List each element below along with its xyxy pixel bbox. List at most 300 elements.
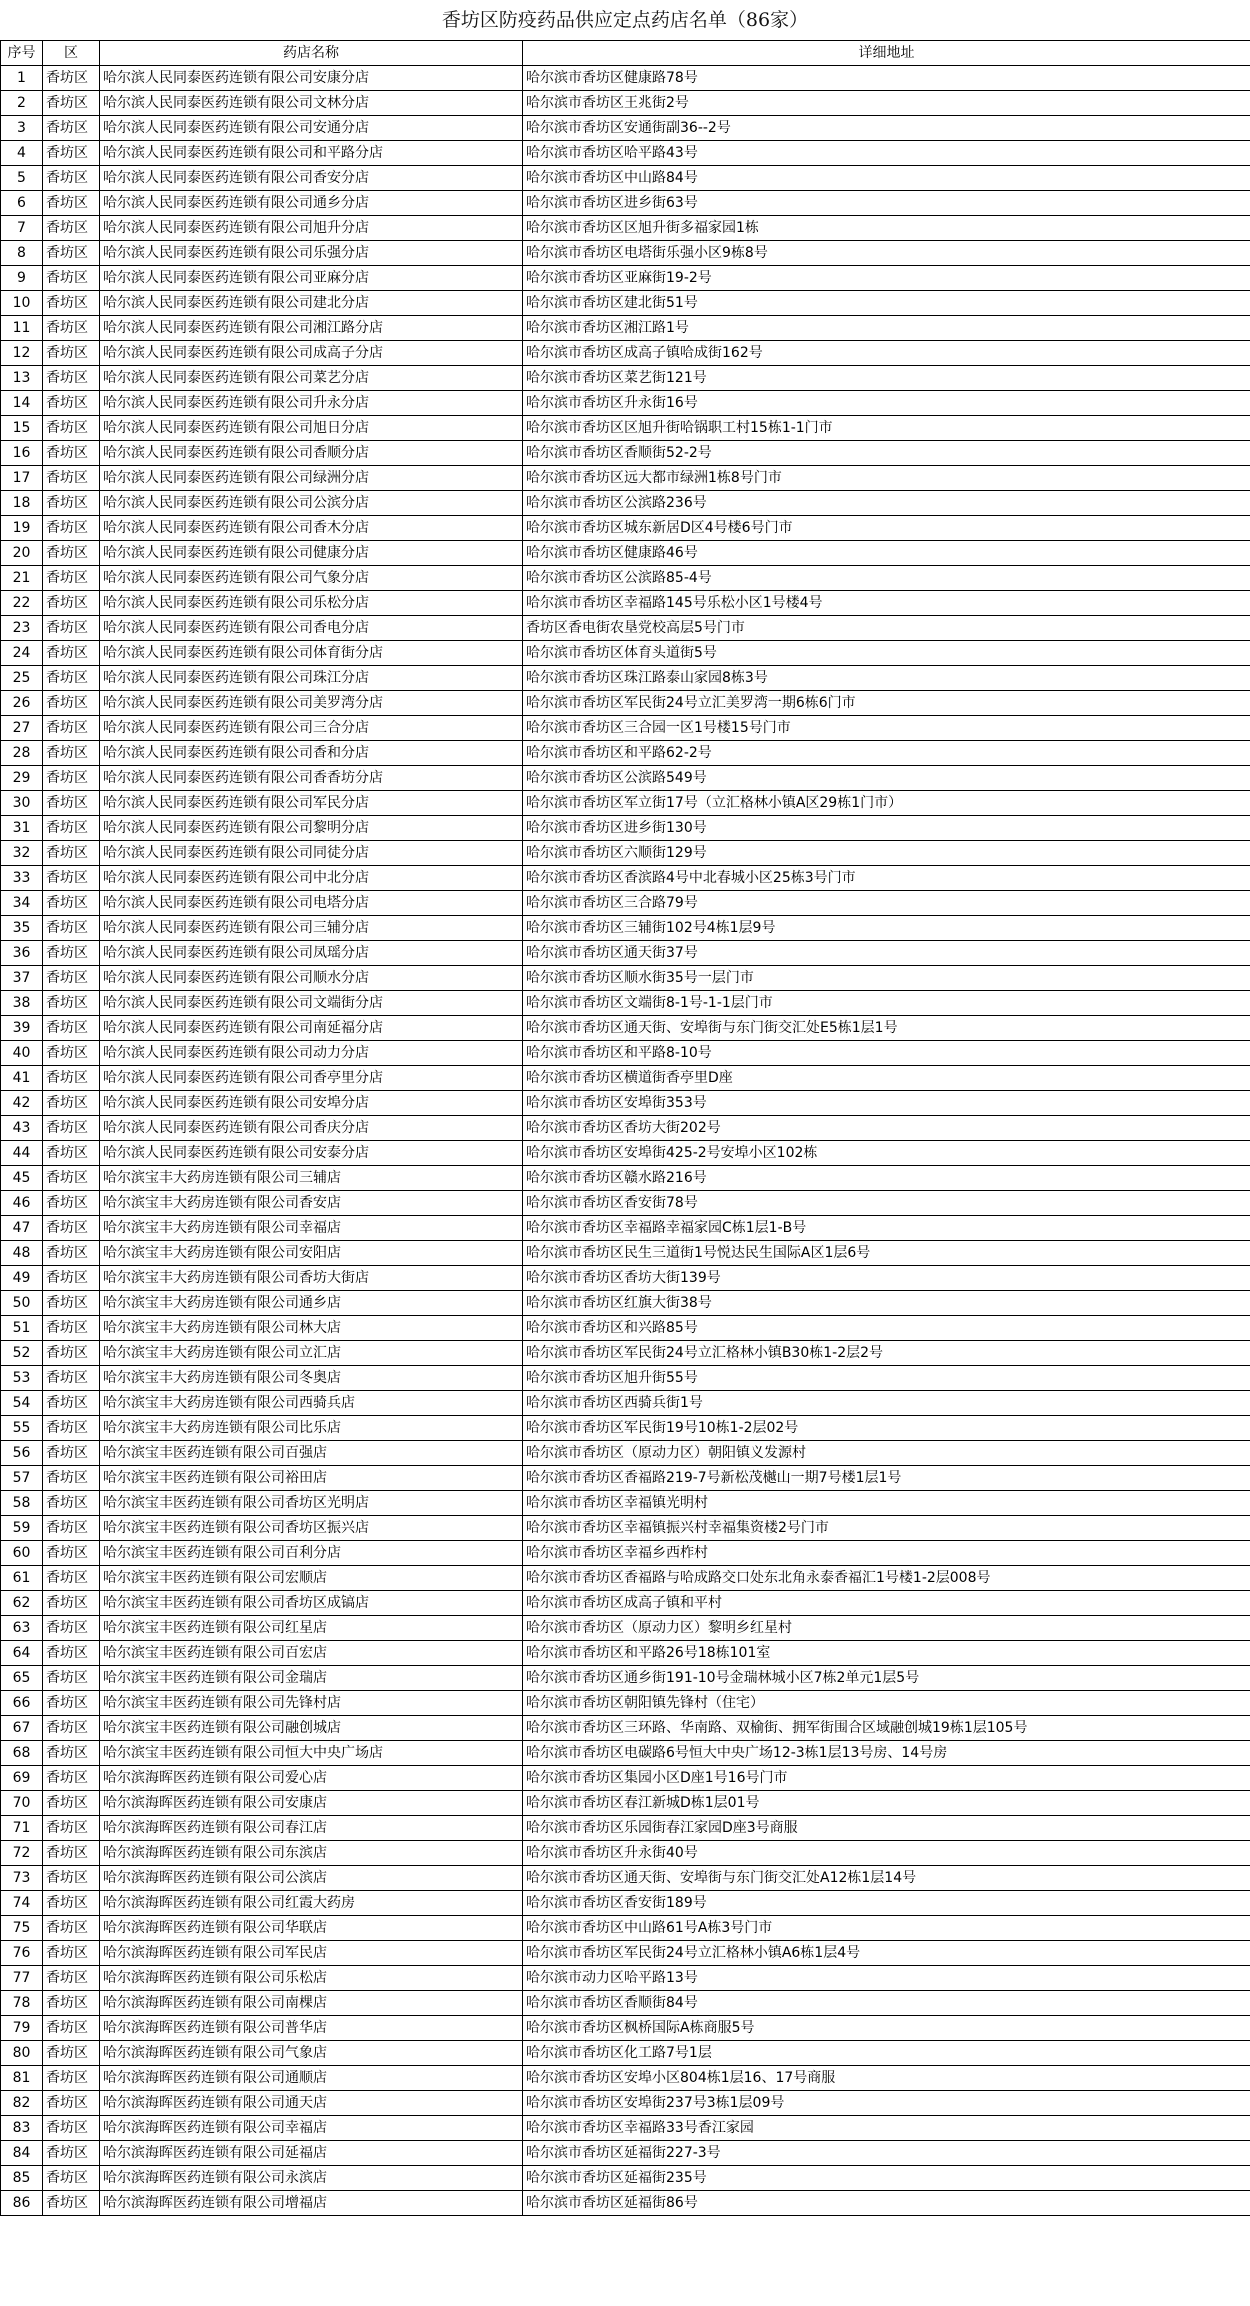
row-number: 73 <box>1 1866 43 1891</box>
pharmacy-name-cell: 哈尔滨人民同泰医药连锁有限公司成高子分店 <box>100 341 523 366</box>
row-number: 42 <box>1 1091 43 1116</box>
district-cell: 香坊区 <box>43 1891 100 1916</box>
row-number: 17 <box>1 466 43 491</box>
row-number: 39 <box>1 1016 43 1041</box>
address-cell: 哈尔滨市香坊区体育头道街5号 <box>523 641 1250 666</box>
address-cell: 哈尔滨市香坊区公滨路549号 <box>523 766 1250 791</box>
row-number: 68 <box>1 1741 43 1766</box>
row-number: 55 <box>1 1416 43 1441</box>
header-row <box>1 41 1250 66</box>
address-cell: 哈尔滨市香坊区朝阳镇先锋村（住宅） <box>523 1691 1250 1716</box>
district-cell: 香坊区 <box>43 1041 100 1066</box>
table-row <box>1 1066 1250 1091</box>
row-number: 22 <box>1 591 43 616</box>
pharmacy-name-cell: 哈尔滨宝丰医药连锁有限公司红星店 <box>100 1616 523 1641</box>
table-row <box>1 1841 1250 1866</box>
district-cell: 香坊区 <box>43 1616 100 1641</box>
address-cell: 哈尔滨市香坊区民生三道街1号悦达民生国际A区1层6号 <box>523 1241 1250 1266</box>
address-cell: 哈尔滨市香坊区幸福镇光明村 <box>523 1491 1250 1516</box>
table-row <box>1 2016 1250 2041</box>
table-row <box>1 416 1250 441</box>
table-row <box>1 66 1250 91</box>
row-number: 82 <box>1 2091 43 2116</box>
pharmacy-name-cell: 哈尔滨海晖医药连锁有限公司延福店 <box>100 2141 523 2166</box>
row-number: 20 <box>1 541 43 566</box>
table-row <box>1 641 1250 666</box>
table-body <box>1 66 1250 2216</box>
table-row <box>1 1441 1250 1466</box>
row-number: 31 <box>1 816 43 841</box>
row-number: 2 <box>1 91 43 116</box>
district-cell: 香坊区 <box>43 641 100 666</box>
pharmacy-name-cell: 哈尔滨宝丰大药房连锁有限公司幸福店 <box>100 1216 523 1241</box>
row-number: 10 <box>1 291 43 316</box>
table-row <box>1 2116 1250 2141</box>
table-header <box>1 41 1250 66</box>
address-cell: 哈尔滨市香坊区通天街、安埠街与东门街交汇处E5栋1层1号 <box>523 1016 1250 1041</box>
table-row <box>1 541 1250 566</box>
table-row <box>1 1716 1250 1741</box>
row-number: 51 <box>1 1316 43 1341</box>
header-district: 区 <box>43 41 100 66</box>
pharmacy-name-cell: 哈尔滨海晖医药连锁有限公司南棵店 <box>100 1991 523 2016</box>
address-cell: 哈尔滨市香坊区和平路8-10号 <box>523 1041 1250 1066</box>
row-number: 78 <box>1 1991 43 2016</box>
district-cell: 香坊区 <box>43 1266 100 1291</box>
pharmacy-name-cell: 哈尔滨宝丰医药连锁有限公司百宏店 <box>100 1641 523 1666</box>
address-cell: 哈尔滨市香坊区枫桥国际A栋商服5号 <box>523 2016 1250 2041</box>
table-row <box>1 1466 1250 1491</box>
table-row <box>1 891 1250 916</box>
address-cell: 哈尔滨市香坊区升永街16号 <box>523 391 1250 416</box>
pharmacy-name-cell: 哈尔滨海晖医药连锁有限公司安康店 <box>100 1791 523 1816</box>
table-row <box>1 316 1250 341</box>
district-cell: 香坊区 <box>43 516 100 541</box>
pharmacy-name-cell: 哈尔滨宝丰医药连锁有限公司香坊区光明店 <box>100 1491 523 1516</box>
address-cell: 哈尔滨市香坊区和平路26号18栋101室 <box>523 1641 1250 1666</box>
district-cell: 香坊区 <box>43 1391 100 1416</box>
district-cell: 香坊区 <box>43 1366 100 1391</box>
district-cell: 香坊区 <box>43 1591 100 1616</box>
pharmacy-name-cell: 哈尔滨人民同泰医药连锁有限公司香香坊分店 <box>100 766 523 791</box>
table-row <box>1 1041 1250 1066</box>
pharmacy-name-cell: 哈尔滨人民同泰医药连锁有限公司乐松分店 <box>100 591 523 616</box>
district-cell: 香坊区 <box>43 391 100 416</box>
row-number: 4 <box>1 141 43 166</box>
table-row <box>1 391 1250 416</box>
address-cell: 哈尔滨市香坊区公滨路85-4号 <box>523 566 1250 591</box>
table-row <box>1 1541 1250 1566</box>
address-cell: 哈尔滨市香坊区六顺街129号 <box>523 841 1250 866</box>
address-cell: 哈尔滨市香坊区王兆街2号 <box>523 91 1250 116</box>
address-cell: 哈尔滨市香坊区中山路84号 <box>523 166 1250 191</box>
district-cell: 香坊区 <box>43 541 100 566</box>
district-cell: 香坊区 <box>43 666 100 691</box>
district-cell: 香坊区 <box>43 91 100 116</box>
district-cell: 香坊区 <box>43 816 100 841</box>
row-number: 37 <box>1 966 43 991</box>
table-row <box>1 741 1250 766</box>
district-cell: 香坊区 <box>43 2016 100 2041</box>
pharmacy-name-cell: 哈尔滨海晖医药连锁有限公司普华店 <box>100 2016 523 2041</box>
table-row <box>1 1791 1250 1816</box>
pharmacy-name-cell: 哈尔滨宝丰大药房连锁有限公司三辅店 <box>100 1166 523 1191</box>
pharmacy-name-cell: 哈尔滨人民同泰医药连锁有限公司香木分店 <box>100 516 523 541</box>
address-cell: 哈尔滨市香坊区公滨路236号 <box>523 491 1250 516</box>
row-number: 49 <box>1 1266 43 1291</box>
district-cell: 香坊区 <box>43 1016 100 1041</box>
district-cell: 香坊区 <box>43 2116 100 2141</box>
pharmacy-name-cell: 哈尔滨人民同泰医药连锁有限公司电塔分店 <box>100 891 523 916</box>
row-number: 40 <box>1 1041 43 1066</box>
address-cell: 哈尔滨市香坊区珠江路泰山家园8栋3号 <box>523 666 1250 691</box>
district-cell: 香坊区 <box>43 1791 100 1816</box>
row-number: 61 <box>1 1566 43 1591</box>
district-cell: 香坊区 <box>43 1941 100 1966</box>
district-cell: 香坊区 <box>43 2141 100 2166</box>
district-cell: 香坊区 <box>43 1291 100 1316</box>
row-number: 84 <box>1 2141 43 2166</box>
row-number: 7 <box>1 216 43 241</box>
table-row <box>1 1616 1250 1641</box>
row-number: 71 <box>1 1816 43 1841</box>
row-number: 46 <box>1 1191 43 1216</box>
district-cell: 香坊区 <box>43 491 100 516</box>
district-cell: 香坊区 <box>43 1841 100 1866</box>
table-row <box>1 2191 1250 2216</box>
district-cell: 香坊区 <box>43 1316 100 1341</box>
address-cell: 哈尔滨市香坊区延福街235号 <box>523 2166 1250 2191</box>
row-number: 65 <box>1 1666 43 1691</box>
district-cell: 香坊区 <box>43 1766 100 1791</box>
row-number: 15 <box>1 416 43 441</box>
table-row <box>1 1591 1250 1616</box>
district-cell: 香坊区 <box>43 866 100 891</box>
address-cell: 哈尔滨市香坊区香坊大街202号 <box>523 1116 1250 1141</box>
address-cell: 哈尔滨市香坊区幸福路33号香江家园 <box>523 2116 1250 2141</box>
address-cell: 哈尔滨市香坊区进乡街130号 <box>523 816 1250 841</box>
table-row <box>1 2041 1250 2066</box>
pharmacy-name-cell: 哈尔滨海晖医药连锁有限公司红霞大药房 <box>100 1891 523 1916</box>
row-number: 59 <box>1 1516 43 1541</box>
pharmacy-name-cell: 哈尔滨人民同泰医药连锁有限公司湘江路分店 <box>100 316 523 341</box>
row-number: 16 <box>1 441 43 466</box>
district-cell: 香坊区 <box>43 1116 100 1141</box>
address-cell: 哈尔滨市香坊区（原动力区）黎明乡红星村 <box>523 1616 1250 1641</box>
pharmacy-name-cell: 哈尔滨人民同泰医药连锁有限公司安泰分店 <box>100 1141 523 1166</box>
row-number: 74 <box>1 1891 43 1916</box>
pharmacy-name-cell: 哈尔滨人民同泰医药连锁有限公司顺水分店 <box>100 966 523 991</box>
table-row <box>1 291 1250 316</box>
district-cell: 香坊区 <box>43 566 100 591</box>
table-row <box>1 1316 1250 1341</box>
table-row <box>1 566 1250 591</box>
row-number: 72 <box>1 1841 43 1866</box>
table-row <box>1 1391 1250 1416</box>
pharmacy-name-cell: 哈尔滨人民同泰医药连锁有限公司香顺分店 <box>100 441 523 466</box>
district-cell: 香坊区 <box>43 241 100 266</box>
address-cell: 哈尔滨市香坊区健康路46号 <box>523 541 1250 566</box>
address-cell: 香坊区香电街农垦党校高层5号门市 <box>523 616 1250 641</box>
table-row <box>1 1816 1250 1841</box>
address-cell: 哈尔滨市香坊区延福街227-3号 <box>523 2141 1250 2166</box>
row-number: 81 <box>1 2066 43 2091</box>
address-cell: 哈尔滨市香坊区远大都市绿洲1栋8号门市 <box>523 466 1250 491</box>
address-cell: 哈尔滨市香坊区幸福乡西柞村 <box>523 1541 1250 1566</box>
district-cell: 香坊区 <box>43 591 100 616</box>
row-number: 30 <box>1 791 43 816</box>
pharmacy-name-cell: 哈尔滨人民同泰医药连锁有限公司凤瑶分店 <box>100 941 523 966</box>
table-row <box>1 91 1250 116</box>
pharmacy-name-cell: 哈尔滨宝丰大药房连锁有限公司西骑兵店 <box>100 1391 523 1416</box>
table-row <box>1 191 1250 216</box>
district-cell: 香坊区 <box>43 1241 100 1266</box>
address-cell: 哈尔滨市香坊区中山路61号A栋3号门市 <box>523 1916 1250 1941</box>
table-row <box>1 1091 1250 1116</box>
row-number: 34 <box>1 891 43 916</box>
pharmacy-name-cell: 哈尔滨人民同泰医药连锁有限公司文端街分店 <box>100 991 523 1016</box>
address-cell: 哈尔滨市香坊区进乡街63号 <box>523 191 1250 216</box>
district-cell: 香坊区 <box>43 1516 100 1541</box>
row-number: 6 <box>1 191 43 216</box>
pharmacy-name-cell: 哈尔滨人民同泰医药连锁有限公司公滨分店 <box>100 491 523 516</box>
address-cell: 哈尔滨市香坊区香坊大街139号 <box>523 1266 1250 1291</box>
table-row <box>1 1666 1250 1691</box>
district-cell: 香坊区 <box>43 1491 100 1516</box>
row-number: 43 <box>1 1116 43 1141</box>
row-number: 64 <box>1 1641 43 1666</box>
address-cell: 哈尔滨市香坊区电塔街乐强小区9栋8号 <box>523 241 1250 266</box>
table-row <box>1 1341 1250 1366</box>
address-cell: 哈尔滨市香坊区通天街、安埠街与东门街交汇处A12栋1层14号 <box>523 1866 1250 1891</box>
table-row <box>1 216 1250 241</box>
district-cell: 香坊区 <box>43 991 100 1016</box>
pharmacy-name-cell: 哈尔滨人民同泰医药连锁有限公司安埠分店 <box>100 1091 523 1116</box>
row-number: 86 <box>1 2191 43 2216</box>
district-cell: 香坊区 <box>43 316 100 341</box>
row-number: 8 <box>1 241 43 266</box>
address-cell: 哈尔滨市香坊区三合路79号 <box>523 891 1250 916</box>
header-pharmacy-name: 药店名称 <box>100 41 523 66</box>
pharmacy-name-cell: 哈尔滨宝丰医药连锁有限公司宏顺店 <box>100 1566 523 1591</box>
row-number: 29 <box>1 766 43 791</box>
district-cell: 香坊区 <box>43 441 100 466</box>
row-number: 24 <box>1 641 43 666</box>
district-cell: 香坊区 <box>43 791 100 816</box>
row-number: 12 <box>1 341 43 366</box>
district-cell: 香坊区 <box>43 1416 100 1441</box>
row-number: 60 <box>1 1541 43 1566</box>
district-cell: 香坊区 <box>43 191 100 216</box>
pharmacy-name-cell: 哈尔滨人民同泰医药连锁有限公司和平路分店 <box>100 141 523 166</box>
pharmacy-name-cell: 哈尔滨宝丰大药房连锁有限公司香坊大街店 <box>100 1266 523 1291</box>
table-row <box>1 2066 1250 2091</box>
address-cell: 哈尔滨市香坊区和平路62-2号 <box>523 741 1250 766</box>
district-cell: 香坊区 <box>43 466 100 491</box>
pharmacy-name-cell: 哈尔滨人民同泰医药连锁有限公司香庆分店 <box>100 1116 523 1141</box>
address-cell: 哈尔滨市香坊区春江新城D栋1层01号 <box>523 1791 1250 1816</box>
address-cell: 哈尔滨市香坊区军民街24号立汇格林小镇B30栋1-2层2号 <box>523 1341 1250 1366</box>
row-number: 77 <box>1 1966 43 1991</box>
row-number: 85 <box>1 2166 43 2191</box>
address-cell: 哈尔滨市香坊区延福街86号 <box>523 2191 1250 2216</box>
pharmacy-name-cell: 哈尔滨人民同泰医药连锁有限公司南延福分店 <box>100 1016 523 1041</box>
row-number: 27 <box>1 716 43 741</box>
address-cell: 哈尔滨市香坊区顺水街35号一层门市 <box>523 966 1250 991</box>
district-cell: 香坊区 <box>43 891 100 916</box>
district-cell: 香坊区 <box>43 1191 100 1216</box>
row-number: 52 <box>1 1341 43 1366</box>
table-row <box>1 1291 1250 1316</box>
table-row <box>1 791 1250 816</box>
row-number: 23 <box>1 616 43 641</box>
address-cell: 哈尔滨市香坊区幸福镇振兴村幸福集资楼2号门市 <box>523 1516 1250 1541</box>
district-cell: 香坊区 <box>43 1866 100 1891</box>
table-row <box>1 1991 1250 2016</box>
row-number: 54 <box>1 1391 43 1416</box>
address-cell: 哈尔滨市香坊区哈平路43号 <box>523 141 1250 166</box>
district-cell: 香坊区 <box>43 1091 100 1116</box>
district-cell: 香坊区 <box>43 116 100 141</box>
row-number: 79 <box>1 2016 43 2041</box>
pharmacy-name-cell: 哈尔滨海晖医药连锁有限公司幸福店 <box>100 2116 523 2141</box>
table-row <box>1 1116 1250 1141</box>
district-cell: 香坊区 <box>43 341 100 366</box>
table-row <box>1 916 1250 941</box>
address-cell: 哈尔滨市香坊区集园小区D座1号16号门市 <box>523 1766 1250 1791</box>
row-number: 11 <box>1 316 43 341</box>
table-row <box>1 1191 1250 1216</box>
pharmacy-name-cell: 哈尔滨人民同泰医药连锁有限公司香和分店 <box>100 741 523 766</box>
pharmacy-name-cell: 哈尔滨海晖医药连锁有限公司公滨店 <box>100 1866 523 1891</box>
table-row <box>1 1741 1250 1766</box>
pharmacy-name-cell: 哈尔滨人民同泰医药连锁有限公司香安分店 <box>100 166 523 191</box>
district-cell: 香坊区 <box>43 2091 100 2116</box>
pharmacy-name-cell: 哈尔滨人民同泰医药连锁有限公司气象分店 <box>100 566 523 591</box>
table-row <box>1 941 1250 966</box>
row-number: 19 <box>1 516 43 541</box>
table-row <box>1 241 1250 266</box>
district-cell: 香坊区 <box>43 1141 100 1166</box>
district-cell: 香坊区 <box>43 216 100 241</box>
table-row <box>1 991 1250 1016</box>
table-row <box>1 841 1250 866</box>
address-cell: 哈尔滨市香坊区香滨路4号中北春城小区25栋3号门市 <box>523 866 1250 891</box>
document-title: 香坊区防疫药品供应定点药店名单（86家） <box>441 9 809 31</box>
address-cell: 哈尔滨市动力区哈平路13号 <box>523 1966 1250 1991</box>
pharmacy-name-cell: 哈尔滨人民同泰医药连锁有限公司黎明分店 <box>100 816 523 841</box>
row-number: 66 <box>1 1691 43 1716</box>
pharmacy-name-cell: 哈尔滨人民同泰医药连锁有限公司同徒分店 <box>100 841 523 866</box>
pharmacy-name-cell: 哈尔滨宝丰医药连锁有限公司裕田店 <box>100 1466 523 1491</box>
row-number: 50 <box>1 1291 43 1316</box>
pharmacy-name-cell: 哈尔滨人民同泰医药连锁有限公司升永分店 <box>100 391 523 416</box>
table-row <box>1 966 1250 991</box>
row-number: 47 <box>1 1216 43 1241</box>
pharmacy-name-cell: 哈尔滨人民同泰医药连锁有限公司三辅分店 <box>100 916 523 941</box>
district-cell: 香坊区 <box>43 366 100 391</box>
district-cell: 香坊区 <box>43 616 100 641</box>
district-cell: 香坊区 <box>43 916 100 941</box>
table-row <box>1 1641 1250 1666</box>
address-cell: 哈尔滨市香坊区香福路219-7号新松茂樾山一期7号楼1层1号 <box>523 1466 1250 1491</box>
table-row <box>1 1266 1250 1291</box>
address-cell: 哈尔滨市香坊区幸福路幸福家园C栋1层1-B号 <box>523 1216 1250 1241</box>
address-cell: 哈尔滨市香坊区菜艺街121号 <box>523 366 1250 391</box>
table-row <box>1 1216 1250 1241</box>
row-number: 1 <box>1 66 43 91</box>
table-row <box>1 441 1250 466</box>
header-number: 序号 <box>1 41 43 66</box>
district-cell: 香坊区 <box>43 1966 100 1991</box>
row-number: 44 <box>1 1141 43 1166</box>
row-number: 33 <box>1 866 43 891</box>
row-number: 26 <box>1 691 43 716</box>
row-number: 56 <box>1 1441 43 1466</box>
table-row <box>1 1691 1250 1716</box>
district-cell: 香坊区 <box>43 841 100 866</box>
address-cell: 哈尔滨市香坊区（原动力区）朝阳镇义发源村 <box>523 1441 1250 1466</box>
pharmacy-name-cell: 哈尔滨人民同泰医药连锁有限公司珠江分店 <box>100 666 523 691</box>
address-cell: 哈尔滨市香坊区三辅街102号4栋1层9号 <box>523 916 1250 941</box>
table-row <box>1 2091 1250 2116</box>
header-address: 详细地址 <box>523 41 1250 66</box>
address-cell: 哈尔滨市香坊区安通街副36--2号 <box>523 116 1250 141</box>
address-cell: 哈尔滨市香坊区安埠街425-2号安埠小区102栋 <box>523 1141 1250 1166</box>
table-row <box>1 1566 1250 1591</box>
address-cell: 哈尔滨市香坊区香顺街52-2号 <box>523 441 1250 466</box>
row-number: 14 <box>1 391 43 416</box>
pharmacy-name-cell: 哈尔滨海晖医药连锁有限公司永滨店 <box>100 2166 523 2191</box>
table-row <box>1 816 1250 841</box>
district-cell: 香坊区 <box>43 1716 100 1741</box>
pharmacy-name-cell: 哈尔滨人民同泰医药连锁有限公司旭升分店 <box>100 216 523 241</box>
row-number: 28 <box>1 741 43 766</box>
pharmacy-name-cell: 哈尔滨人民同泰医药连锁有限公司中北分店 <box>100 866 523 891</box>
row-number: 3 <box>1 116 43 141</box>
address-cell: 哈尔滨市香坊区区旭升街哈锅职工村15栋1-1门市 <box>523 416 1250 441</box>
table-row <box>1 616 1250 641</box>
address-cell: 哈尔滨市香坊区香福路与哈成路交口处东北角永泰香福汇1号楼1-2层008号 <box>523 1566 1250 1591</box>
address-cell: 哈尔滨市香坊区成高子镇和平村 <box>523 1591 1250 1616</box>
pharmacy-name-cell: 哈尔滨海晖医药连锁有限公司爱心店 <box>100 1766 523 1791</box>
address-cell: 哈尔滨市香坊区升永街40号 <box>523 1841 1250 1866</box>
district-cell: 香坊区 <box>43 1441 100 1466</box>
pharmacy-name-cell: 哈尔滨海晖医药连锁有限公司东滨店 <box>100 1841 523 1866</box>
district-cell: 香坊区 <box>43 1541 100 1566</box>
address-cell: 哈尔滨市香坊区幸福路145号乐松小区1号楼4号 <box>523 591 1250 616</box>
row-number: 48 <box>1 1241 43 1266</box>
table-row <box>1 2166 1250 2191</box>
table-row <box>1 766 1250 791</box>
pharmacy-name-cell: 哈尔滨宝丰大药房连锁有限公司冬奥店 <box>100 1366 523 1391</box>
address-cell: 哈尔滨市香坊区通天街37号 <box>523 941 1250 966</box>
address-cell: 哈尔滨市香坊区军民街19号10栋1-2层02号 <box>523 1416 1250 1441</box>
row-number: 32 <box>1 841 43 866</box>
address-cell: 哈尔滨市香坊区三合园一区1号楼15号门市 <box>523 716 1250 741</box>
table-row <box>1 1166 1250 1191</box>
table-row <box>1 1141 1250 1166</box>
row-number: 69 <box>1 1766 43 1791</box>
row-number: 57 <box>1 1466 43 1491</box>
table-row <box>1 666 1250 691</box>
table-row <box>1 716 1250 741</box>
pharmacy-name-cell: 哈尔滨宝丰医药连锁有限公司先锋村店 <box>100 1691 523 1716</box>
table-row <box>1 1516 1250 1541</box>
pharmacy-name-cell: 哈尔滨宝丰大药房连锁有限公司林大店 <box>100 1316 523 1341</box>
address-cell: 哈尔滨市香坊区安埠街353号 <box>523 1091 1250 1116</box>
table-row <box>1 491 1250 516</box>
